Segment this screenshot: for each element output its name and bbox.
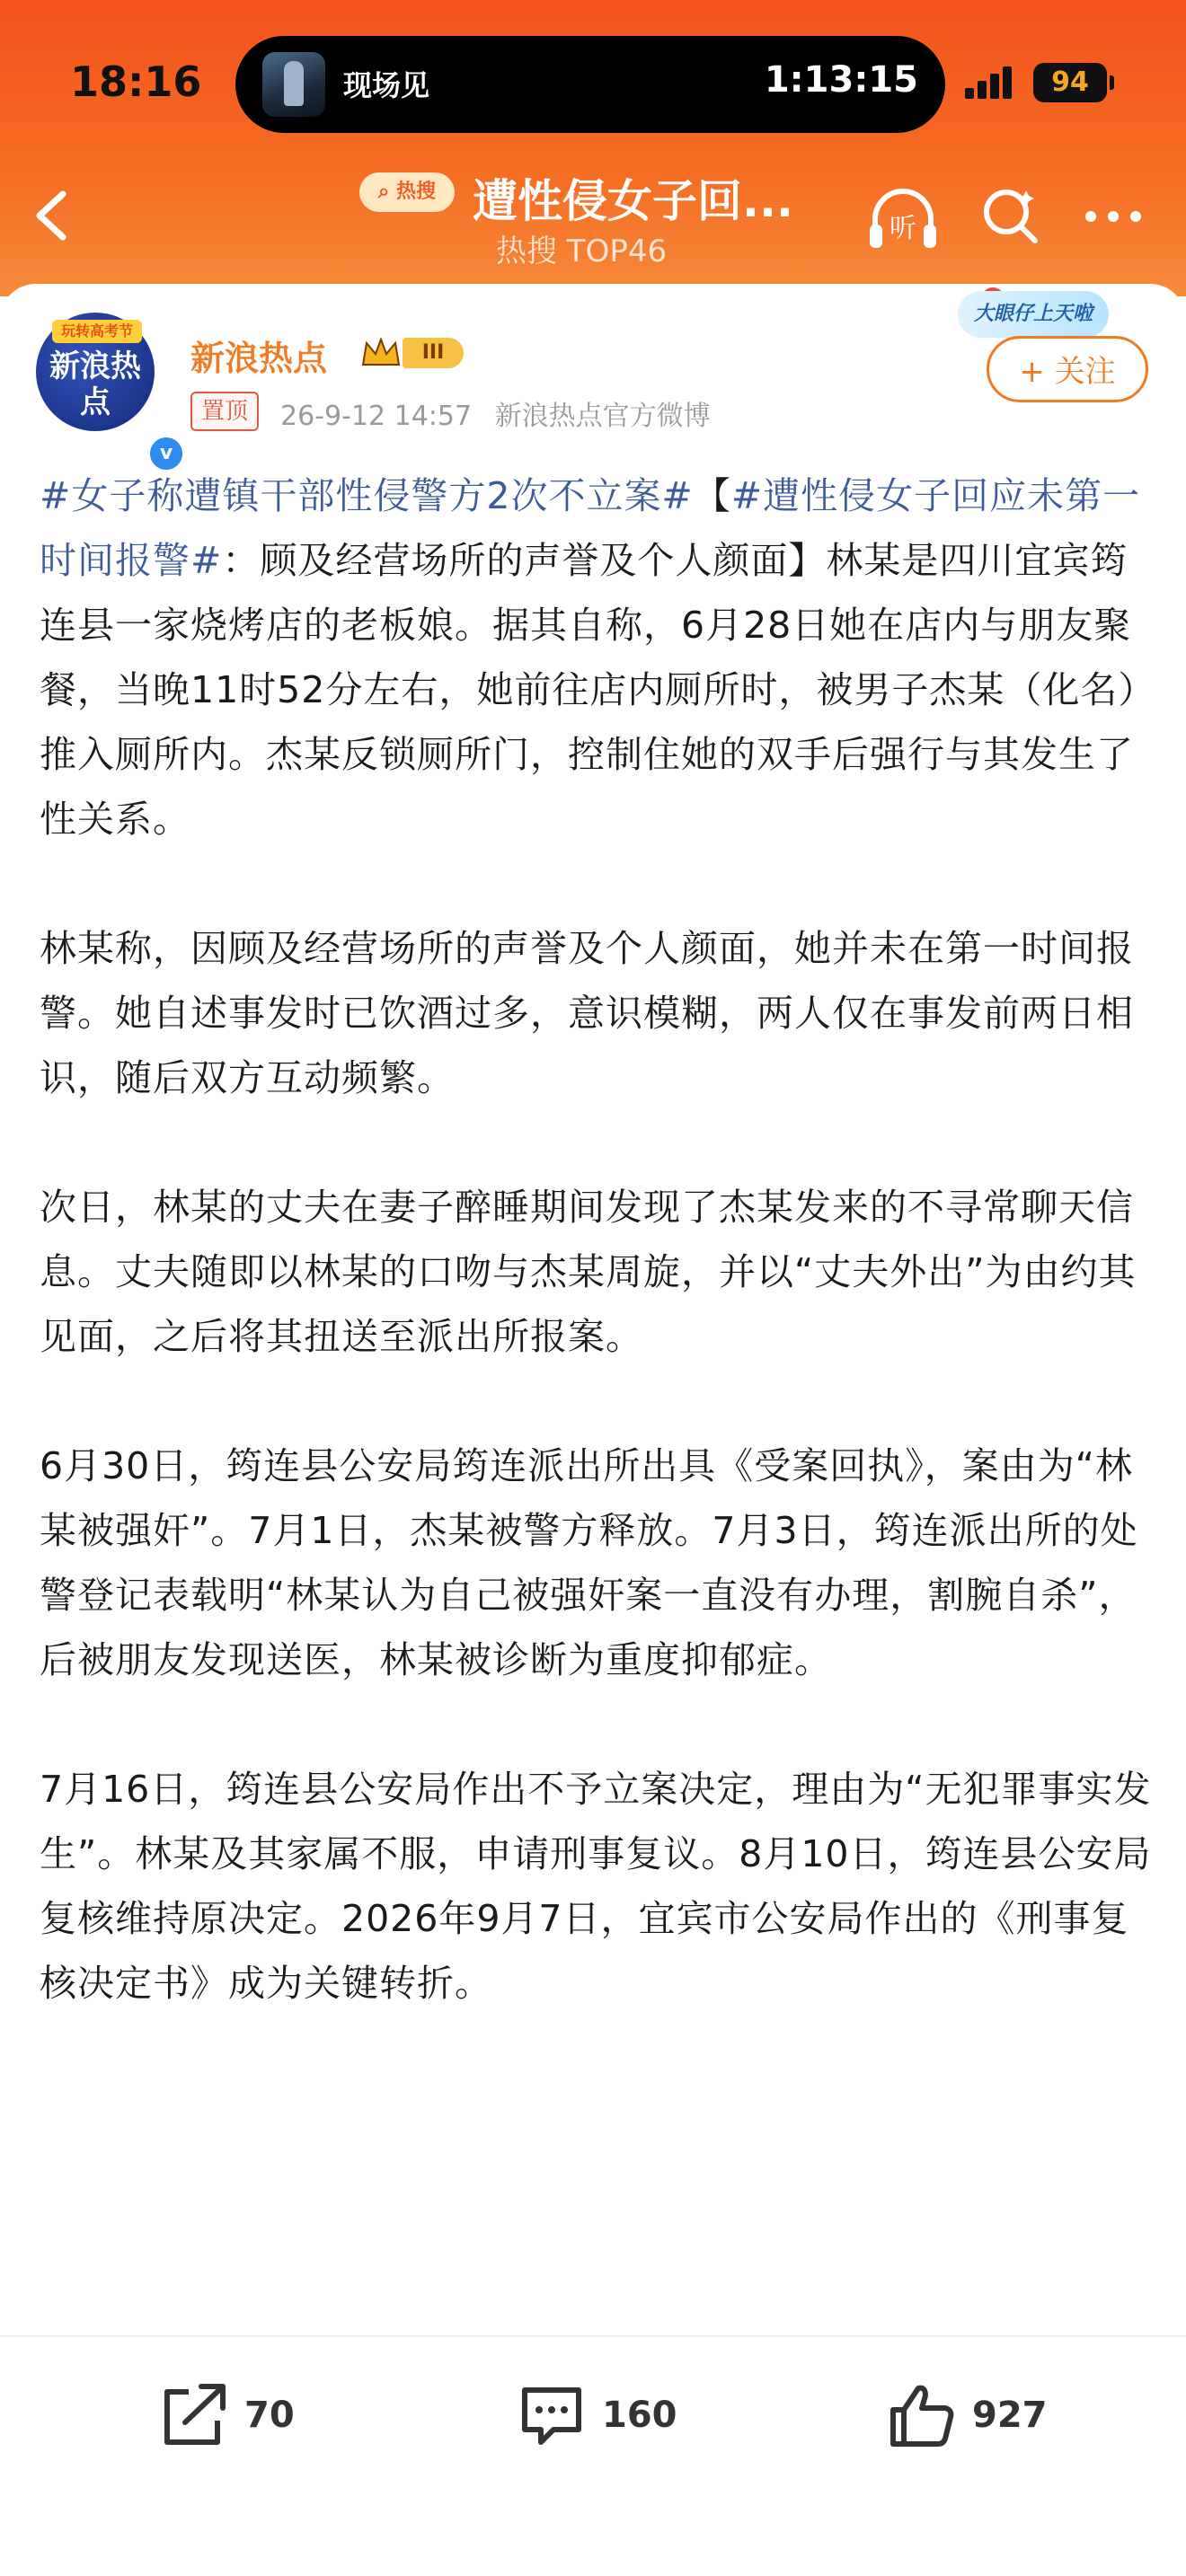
hashtag-link[interactable]: #女子称遭镇干部性侵警方2次不立案#	[40, 474, 694, 517]
more-button[interactable]	[1082, 203, 1145, 230]
headphones-icon	[864, 180, 942, 257]
share-button[interactable]	[158, 2375, 295, 2456]
status-time: 18:16	[70, 57, 202, 106]
crown-icon	[359, 334, 403, 370]
avatar[interactable]	[36, 313, 173, 464]
paragraph-3: 次日，林某的丈夫在妻子醉睡期间发现了杰某发来的不寻常聊天信息。丈夫随即以林某的口吻与杰某周旋，并以“丈夫外出”为由约其见面，之后将其扭送至派出所报案。	[40, 1186, 1137, 1358]
paragraph-4: 6月30日，筠连县公安局筠连派出所出具《受案回执》，案由为“林某被强奸”。7月1日，杰某被警方释放。7月3日，筠连派出所的处警登记表载明“林某认为自己被强奸案一直没有办理，割腕自杀”，后被朋友发现送医，林某被诊断为重度抑郁症。	[40, 1444, 1138, 1681]
search-icon	[979, 185, 1042, 248]
avatar-text: 新浪热点	[49, 348, 141, 420]
top-header	[0, 0, 1186, 296]
comment-button[interactable]	[516, 2375, 677, 2456]
post-card	[0, 284, 1186, 2576]
paragraph-2: 林某称，因顾及经营场所的声誉及个人颜面，她并未在第一时间报警。她自述事发时已饮酒过多，意识模糊，两人仅在事发前两日相识，随后双方互动频繁。	[40, 927, 1134, 1099]
back-button[interactable]	[25, 180, 79, 251]
live-thumbnail	[262, 52, 325, 117]
share-icon	[158, 2381, 230, 2449]
battery-icon: 94	[1033, 63, 1107, 102]
comment-icon	[516, 2381, 588, 2449]
divider	[0, 2335, 1186, 2337]
share-count: 70	[244, 2395, 295, 2436]
page-subtitle: 热搜 TOP46	[496, 234, 668, 269]
verified-icon: v	[147, 435, 185, 472]
avatar-ribbon: 玩转高考节	[52, 320, 142, 343]
author-name[interactable]: 新浪热点	[190, 339, 328, 378]
hot-search-tag: ⌕ 热搜	[359, 172, 455, 212]
comment-count: 160	[602, 2395, 677, 2436]
search-mini-icon: ⌕	[378, 181, 396, 203]
vip-level-badge: III	[403, 338, 464, 368]
island-timer: 1:13:15	[764, 59, 918, 101]
paragraph-5: 7月16日，筠连县公安局作出不予立案决定，理由为“无犯罪事实发生”。林某及其家属不服，申请刑事复议。8月10日，筠连县公安局复核维持原决定。2026年9月7日，宜宾市公安局作出的《刑事复核决定书》成为关键转折。	[40, 1768, 1152, 2005]
like-button[interactable]	[886, 2375, 1048, 2456]
pinned-badge: 置顶	[190, 392, 259, 431]
post-source: 新浪热点官方微博	[494, 401, 711, 432]
follow-button[interactable]: + 关注	[987, 336, 1148, 402]
post-date: 26-9-12 14:57	[280, 401, 473, 432]
like-count: 927	[972, 2395, 1048, 2436]
island-app-name: 现场见	[343, 68, 430, 102]
mascot-banner[interactable]: 大眼仔上天啦	[958, 291, 1109, 338]
page-title: 遭性侵女子回...	[473, 175, 793, 227]
dynamic-island[interactable]	[235, 36, 945, 133]
listen-button[interactable]	[864, 180, 942, 257]
post-meta	[280, 393, 725, 433]
paragraph-1: #女子称遭镇干部性侵警方2次不立案#【#遭性侵女子回应未第一时间报警#：顾及经营场所的声誉及个人颜面】林某是四川宜宾筠连县一家烧烤店的老板娘。据其自称，6月28日她在店内与朋友聚餐，当晚11时52分左右，她前往店内厕所时，被男子杰某（化名）推入厕所内。杰某反锁厕所门，控制住她的双手后强行与其发生了性关系。	[40, 474, 1141, 841]
search-button[interactable]	[979, 185, 1042, 248]
post-body	[40, 463, 1154, 2016]
chevron-left-icon	[25, 180, 79, 251]
thumbs-up-icon	[886, 2381, 958, 2449]
svg-text:听: 听	[890, 213, 916, 244]
more-dots-icon	[1082, 203, 1145, 230]
hashtag-link[interactable]: #遭性侵女子回应未第一时间报警#	[40, 474, 1141, 582]
signal-icon	[965, 63, 1019, 99]
